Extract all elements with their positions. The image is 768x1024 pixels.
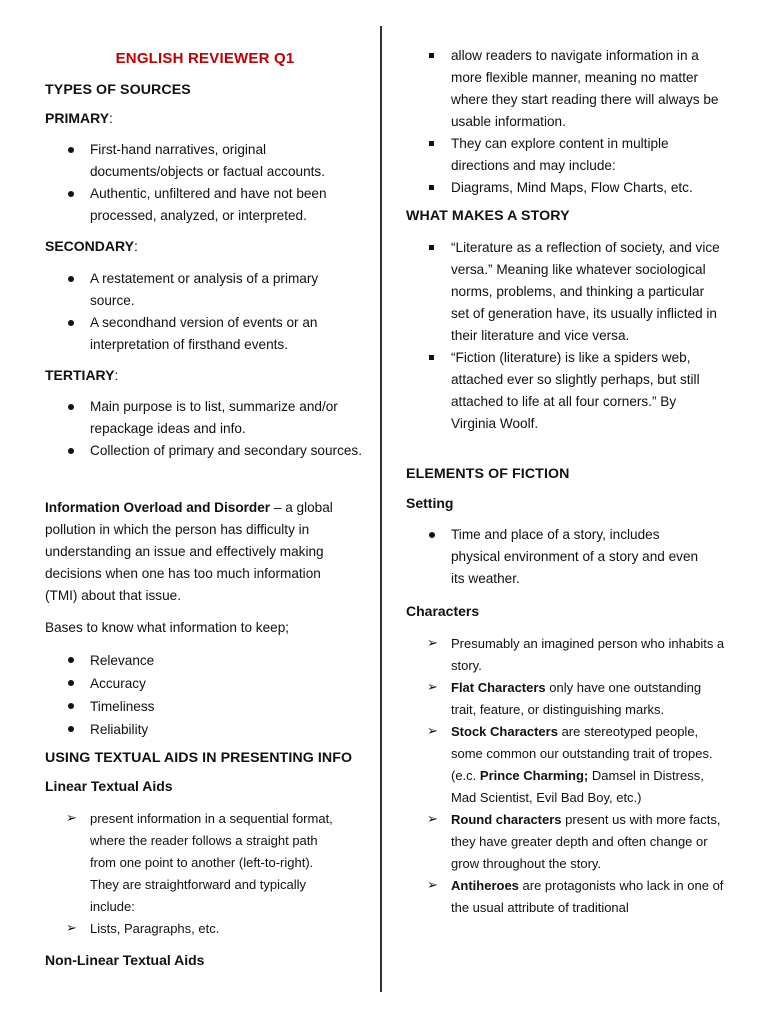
story-item-2: “Fiction (literature) is like a spiders web, attached ever so slightly perhaps, but still attached to life at all four corners.” By Virginia Woolf. <box>406 347 724 435</box>
column-divider <box>380 26 382 992</box>
tertiary-item-1: Main purpose is to list, summarize and/or repackage ideas and info. <box>45 396 367 440</box>
primary-heading <box>45 110 113 126</box>
linear-textual-aids-heading: Linear Textual Aids <box>45 778 173 794</box>
bases-item-accuracy: Accuracy <box>45 672 345 695</box>
page-title: ENGLISH REVIEWER Q1 <box>115 50 295 67</box>
bases-intro: Bases to know what information to keep; <box>45 620 290 635</box>
non-linear-item-1: allow readers to navigate information in a more flexible manner, meaning no matter where they start reading there will always be usable information. <box>406 45 724 133</box>
information-overload-paragraph <box>45 497 355 607</box>
characters-item-round <box>406 809 726 875</box>
stock-characters-text-2: Damsel in Distress, Mad Scientist, Evil Bad Boy, etc.) <box>451 768 704 805</box>
story-item-1: “Literature as a reflection of society, and vice versa.” Meaning like whatever sociological norms, problems, and thinking a particular set of generation have, its usually inflicted in their literature and vice versa. <box>406 237 724 347</box>
non-linear-item-2: They can explore content in multiple directions and may include: <box>406 133 724 177</box>
bases-item-relevance: Relevance <box>45 649 345 672</box>
primary-colon: : <box>109 110 113 126</box>
tertiary-colon: : <box>114 367 119 383</box>
round-characters-term: Round characters <box>451 812 562 827</box>
secondary-list <box>45 268 345 356</box>
linear-item-1: ➢ present information in a sequential format, where the reader follows a straight path from one point to another (left-to-right). They are straightforward and typically include: <box>45 808 345 918</box>
tertiary-list <box>45 396 367 462</box>
bases-item-reliability: Reliability <box>45 718 345 741</box>
primary-item-1: First-hand narratives, original documents/objects or factual accounts. <box>45 139 360 183</box>
textual-aids-heading: USING TEXTUAL AIDS IN PRESENTING INFO <box>45 750 353 766</box>
setting-list <box>406 524 706 590</box>
non-linear-list <box>406 45 724 199</box>
characters-item-antiheroes <box>406 875 726 919</box>
stock-characters-term: Stock Characters <box>451 724 558 739</box>
non-linear-item-3: Diagrams, Mind Maps, Flow Charts, etc. <box>406 177 724 199</box>
stock-characters-text: are stereotyped people, some common our outstanding trait of tropes. (e.c. <box>451 724 713 783</box>
characters-item-flat <box>406 677 726 721</box>
setting-item-1: Time and place of a story, includes physical environment of a story and even its weather. <box>406 524 706 590</box>
tertiary-heading <box>45 367 118 383</box>
antiheroes-term: Antiheroes <box>451 878 519 893</box>
non-linear-textual-aids-heading: Non-Linear Textual Aids <box>45 952 205 968</box>
primary-item-2: Authentic, unfiltered and have not been processed, analyzed, or interpreted. <box>45 183 360 227</box>
tertiary-label: TERTIARY <box>45 367 115 383</box>
characters-item-stock <box>406 721 726 809</box>
what-makes-a-story-heading: WHAT MAKES A STORY <box>406 208 570 224</box>
information-overload-term: Information Overload and Disorder <box>45 500 271 515</box>
flat-characters-text: only have one outstanding trait, feature, or distinguishing marks. <box>451 680 702 717</box>
types-of-sources-heading: TYPES OF SOURCES <box>45 82 191 98</box>
linear-list <box>45 808 345 940</box>
flat-characters-term: Flat Characters <box>451 680 546 695</box>
secondary-item-1: A restatement or analysis of a primary source. <box>45 268 345 312</box>
information-overload-text: – a global pollution in which the person has difficulty in understanding an issue and effectively making decisions when one has too much information (TMI) about that issue. <box>45 500 333 603</box>
secondary-heading <box>45 238 138 254</box>
bases-list <box>45 649 345 741</box>
round-characters-text: present us with more facts, they have greater depth and often change or grow throughout the story. <box>451 812 721 871</box>
setting-heading: Setting <box>406 495 454 511</box>
linear-item-2: ➢ Lists, Paragraphs, etc. <box>45 918 345 940</box>
secondary-label: SECONDARY <box>45 238 134 254</box>
secondary-item-2: A secondhand version of events or an interpretation of firsthand events. <box>45 312 345 356</box>
antiheroes-text: are protagonists who lack in one of the usual attribute of traditional <box>451 878 724 915</box>
elements-of-fiction-heading: ELEMENTS OF FICTION <box>406 466 570 482</box>
characters-list <box>406 633 726 919</box>
primary-label: PRIMARY <box>45 110 110 126</box>
primary-list <box>45 139 360 227</box>
secondary-colon: : <box>133 238 138 254</box>
prince-charming-term: Prince Charming; <box>479 768 589 783</box>
bases-item-timeliness: Timeliness <box>45 695 345 718</box>
characters-heading: Characters <box>406 603 480 619</box>
characters-item-1: ➢ Presumably an imagined person who inhabits a story. <box>406 633 726 677</box>
tertiary-item-2: Collection of primary and secondary sources. <box>45 440 367 462</box>
story-list <box>406 237 724 435</box>
